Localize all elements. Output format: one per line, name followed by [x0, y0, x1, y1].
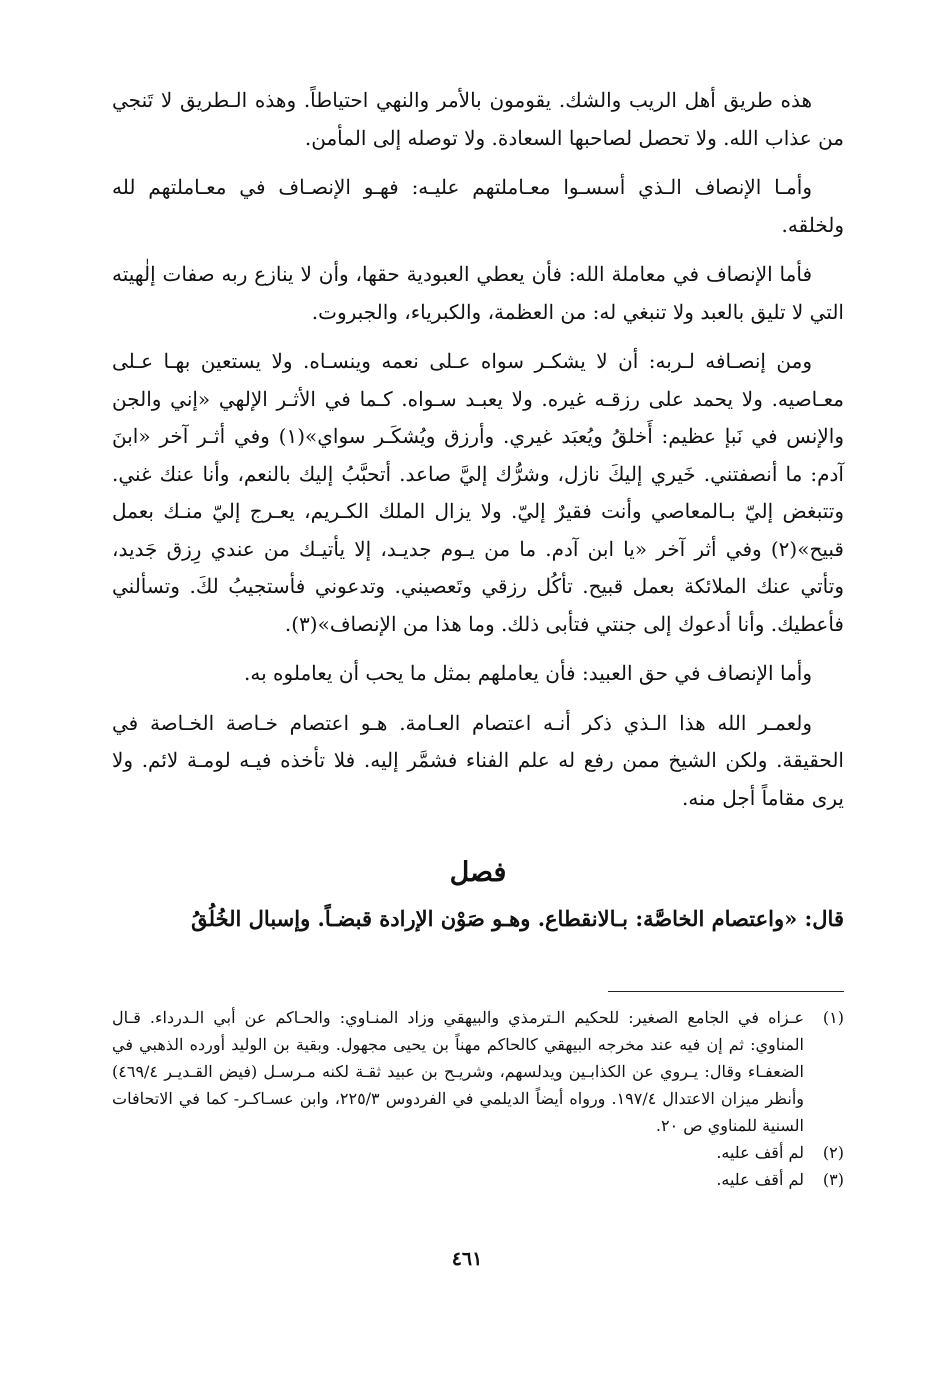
footnote-divider — [608, 991, 844, 992]
footnote-text: لم أقف عليه. — [716, 1143, 804, 1162]
footnote-2 — [112, 1139, 844, 1166]
page-body — [112, 82, 844, 1384]
footnote-number: (٢) — [822, 1143, 844, 1162]
page-number: ٤٦١ — [451, 1248, 483, 1270]
paragraph-6: ولعمـر الله هذا الـذي ذكر أنـه اعتصام العـامة. هـو اعتصام خـاصة الخـاصة في الحقيقة. ولكن الشيخ ممن رفع له علم الفناء فشمَّر إليه. فلا تأخذه فيـه لومـة لائم. ولا يرى مقاماً أجل منه. — [112, 710, 844, 810]
paragraph-3: فأما الإنصاف في معاملة الله: فأن يعطي العبودية حقها، وأن لا ينازع ربه صفات إلٰهيته التي لا تليق بالعبد ولا تنبغي له: من العظمة، والكبرياء، والجبروت. — [112, 262, 844, 324]
footnote-number: (١) — [822, 1008, 844, 1027]
paragraph-2: وأمـا الإنصاف الـذي أسسـوا معـاملتهم عليـه: فهـو الإنصـاف في معـاملتهم لله ولخلقه. — [112, 175, 844, 237]
section-heading: فصل — [449, 857, 507, 888]
footnote-text: لم أقف عليه. — [716, 1170, 804, 1189]
paragraph-5: وأما الإنصاف في حق العبيد: فأن يعاملهم بمثل ما يحب أن يعاملوه به. — [244, 661, 812, 685]
section-quote: قال: «واعتصام الخاصَّة: بـالانقطاع. وهـو صَوْن الإرادة قبضـاً. وإسبال الخُلُقُ — [191, 906, 844, 931]
paragraph-1: هذه طريق أهل الريب والشك. يقومون بالأمر والنهي احتياطاً. وهذه الـطريق لا تَنجي من عذاب الله. ولا تحصل لصاحبها السعادة. ولا توصله إلى المأمن. — [112, 88, 844, 150]
paragraph-4: ومن إنصـافه لـربه: أن لا يشكـر سواه عـلى نعمه وينسـاه. ولا يستعين بهـا عـلى معـاصيه. ولا يحمد على رزقـه غيره. ولا يعبـد سـواه. كـما في الأثـر الإلهي «إني والجن والإنس في نَبإ عظيم: أَخلقُ ويُعبَد غيري. وأرزق ويُشكَـر سواي»(١) وفي أثـر آخر «ابنَ آدم: ما أنصفتني. خَيري إليكَ نازل، وشرُّك إليَّ صاعد. أتحبَّبُ إليك بالنعم، وأنا عنك غني. وتتبغض إليّ بـالمعاصي وأنت فقيرٌ إليّ. ولا يزال الملك الكـريم، يعـرج إليّ منـك بعمل قبيح»(٢) وفي أثر آخر «يا ابن آدم. ما من يـوم جديـد، إلا يأتيـك من عندي رِزق جَديد، وتأتي عنك الملائكة بعمل قبيح. تأكُل رزقي وتَعصيني. وتدعوني فأستجيبُ لكَ. وتسألني فأعطيك. وأنا أدعوك إلى جنتي فتأبى ذلك. وما هذا من الإنصاف»(٣). — [112, 349, 844, 636]
footnote-text: عـزاه في الجامع الصغير: للحكيم الـترمذي والبيهقي وزاد المنـاوي: والحـاكم عن أبي الـدرداء. قـال المناوي: ثم إن فيه عند مخرجه البيهقي كالحاكم مهناً بن يحيى مجهول. وبقية بن الوليد أورده الذهبي في الضعفـاء وقال: يـروي عن الكذابـين ويدلسهم، وشريـح بن عبيد ثقـة لكنه مـرسـل (فيض القـديـر ٤٦٩/٤) وأنظر ميزان الاعتدال ١٩٧/٤. ورواه أيضاً الديلمي في الفردوس ٢٢٥/٣، وابن عسـاكـر- كما في الاتحافات السنية للمناوي ص ٢٠. — [112, 1008, 805, 1135]
footnote-3 — [112, 1166, 844, 1193]
footnote-1 — [112, 1004, 844, 1139]
footnote-number: (٣) — [822, 1170, 844, 1189]
